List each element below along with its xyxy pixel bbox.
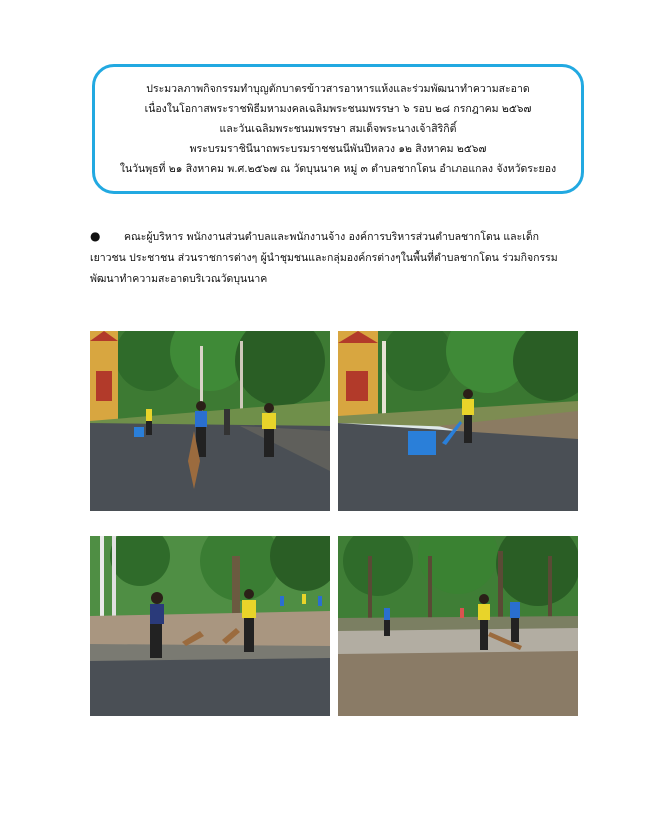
photo-4-image xyxy=(338,536,578,716)
photo-4 xyxy=(338,536,578,716)
title-line-2: เนื่องในโอกาสพระราชพิธีมหามงคลเฉลิมพระชนมพรรษา ๖ รอบ ๒๘ กรกฎาคม ๒๕๖๗ xyxy=(144,103,532,115)
photo-1 xyxy=(90,331,330,511)
title-line-5: ในวันพุธที่ ๒๑ สิงหาคม พ.ศ.๒๕๖๗ ณ วัดบุนนาค หมู่ ๓ ตำบลชากโดน อำเภอแกลง จังหวัดระยอง xyxy=(119,163,557,175)
body-paragraph xyxy=(90,226,574,290)
body-line-1-text: คณะผู้บริหาร พนักงานส่วนตำบลและพนักงานจ้าง องค์การบริหารส่วนตำบลชากโดน และเด็ก xyxy=(124,231,539,243)
photo-2-image xyxy=(338,331,578,511)
title-line-4: พระบรมราชินีนาถพระบรมราชชนนีพันปีหลวง ๑๒ สิงหาคม ๒๕๖๗ xyxy=(189,143,487,155)
body-line-3: พัฒนาทำความสะอาดบริเวณวัดบุนนาค xyxy=(90,273,268,285)
bullet-icon: ● xyxy=(90,229,101,243)
title-line-1: ประมวลภาพกิจกรรมทำบุญตักบาตรข้าวสารอาหารแห้งและร่วมพัฒนาทำความสะอาด xyxy=(146,83,530,95)
title-box xyxy=(92,64,584,194)
body-line-1 xyxy=(90,226,574,248)
photo-3 xyxy=(90,536,330,716)
body-line-2: เยาวชน ประชาชน ส่วนราชการต่างๆ ผู้นำชุมชนและกลุ่มองค์กรต่างๆในพื้นที่ตำบลชากโดน ร่วมกิจกรรม xyxy=(90,252,558,264)
title-line-3: และวันเฉลิมพระชนมพรรษา สมเด็จพระนางเจ้าสิริกิติ์ xyxy=(219,123,457,135)
photo-2 xyxy=(338,331,578,511)
photo-1-image xyxy=(90,331,330,511)
photo-3-image xyxy=(90,536,330,716)
